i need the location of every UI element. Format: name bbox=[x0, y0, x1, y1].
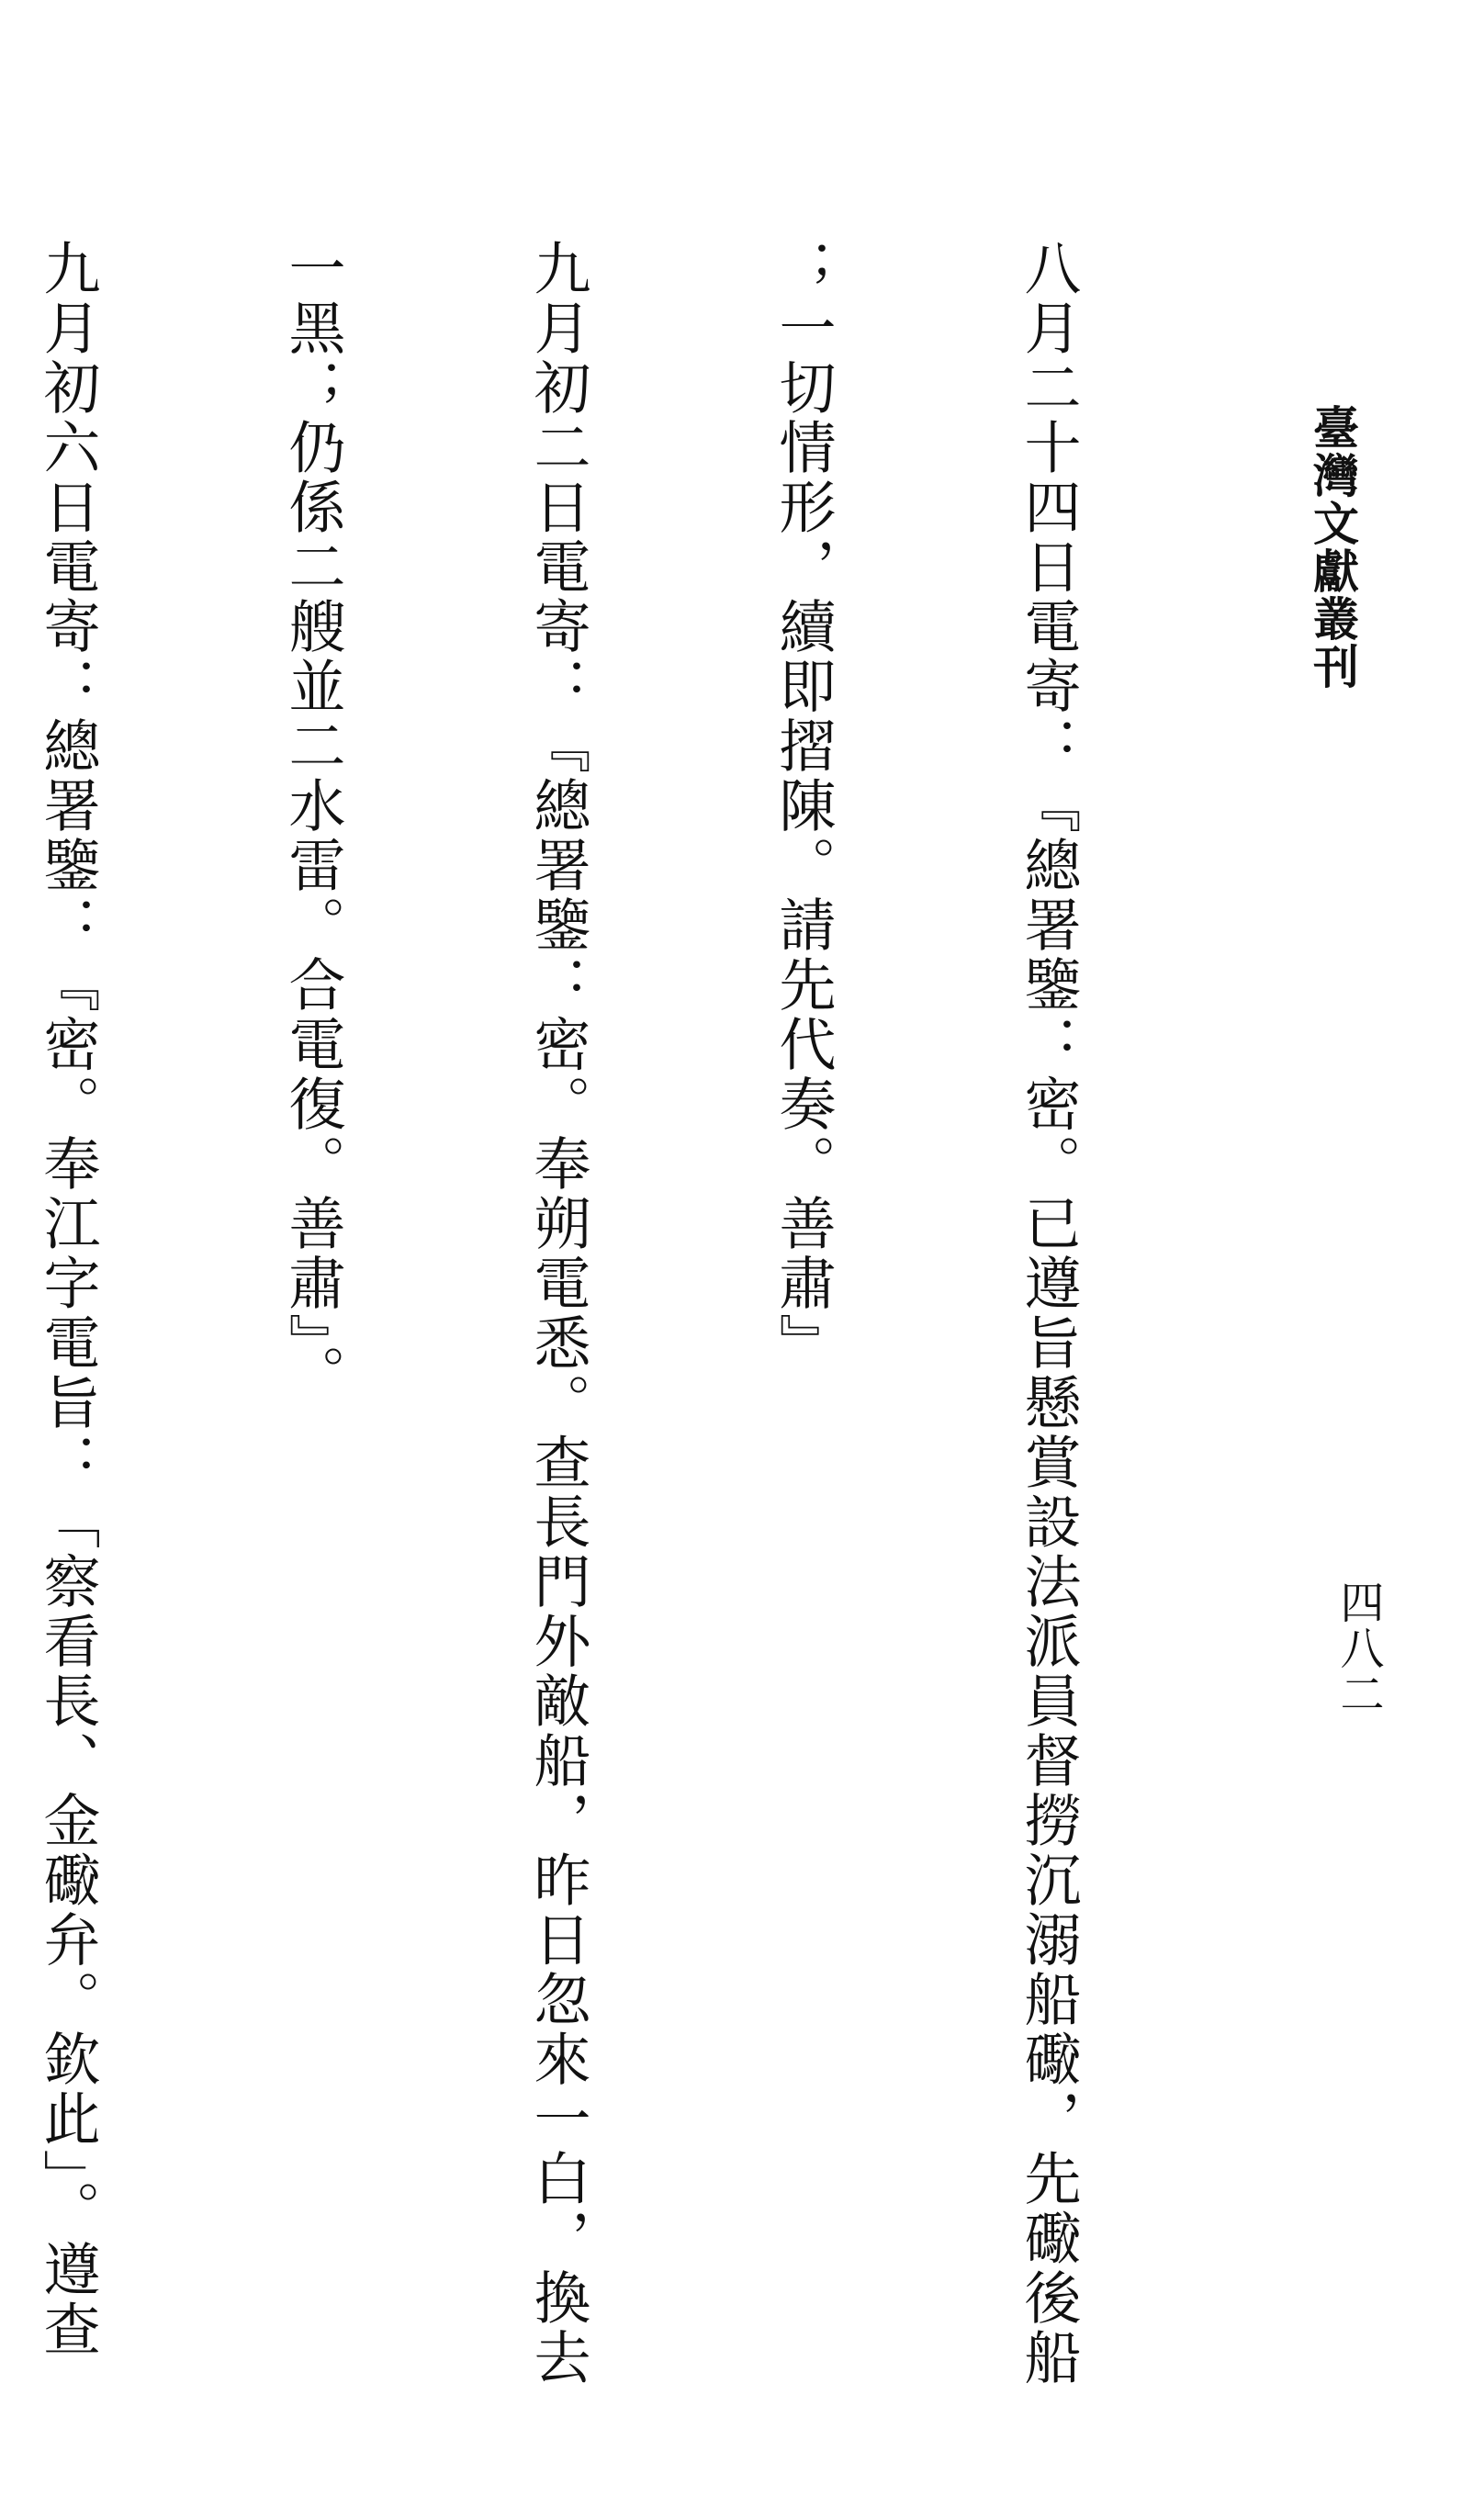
text-line: 八月二十四日電寄：『總署鑒：密。已遵旨懸賞設法派員督撈沉溺船礮，先礮後船 bbox=[1015, 239, 1082, 2388]
text-line: 九月初六日電寄：總署鑒：『密。奉江字電旨：「察看長、金礮弁。欽此」。遵查 bbox=[34, 239, 101, 2359]
text-line: 一黑；仍係二艘並二水雷。合電復。善肅』。 bbox=[279, 239, 346, 1404]
text-line: ；一切情形，續即摺陳。請先代奏。善肅』 bbox=[770, 239, 837, 1373]
text-line: 九月初二日電寄：『總署鑒：密。奉朔電悉。查長門外敵船，昨日忽來一白，換去 bbox=[524, 239, 591, 2388]
series-title: 臺灣文獻叢刊 bbox=[1306, 404, 1360, 691]
page-number: 四八二 bbox=[1332, 1580, 1384, 1717]
body-text bbox=[0, 239, 1253, 2388]
